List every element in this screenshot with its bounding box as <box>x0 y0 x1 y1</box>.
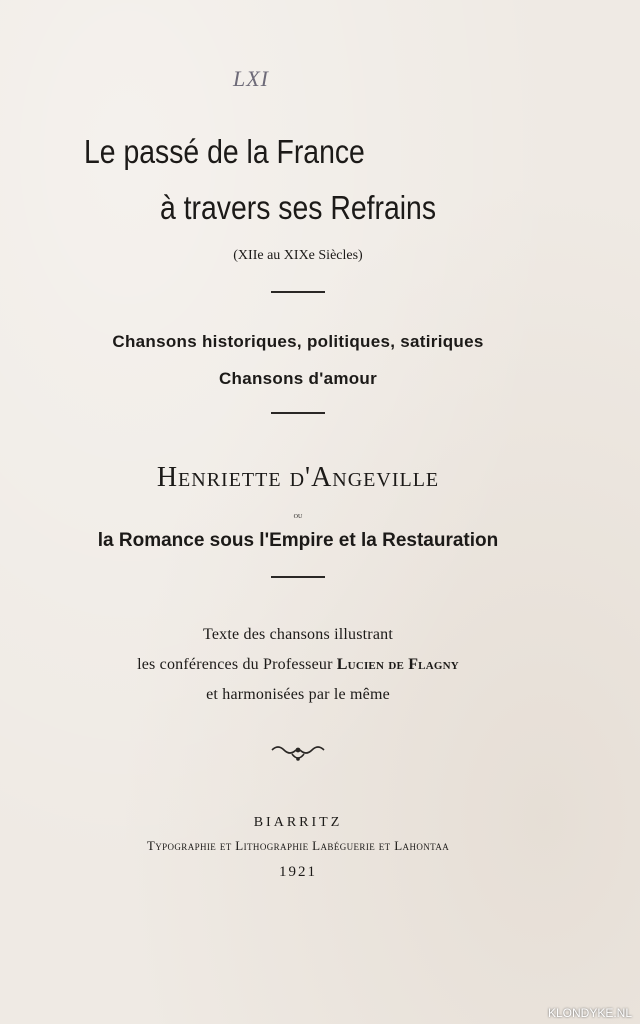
fleuron-ornament-icon <box>0 740 596 769</box>
centuries-range: (XIIe au XIXe Siècles) <box>233 248 363 263</box>
main-title: Henriette d'Angeville <box>156 462 440 493</box>
subtitle: la Romance sous l'Empire et la Restauration <box>97 530 499 551</box>
site-watermark: KLONDYKE.NL <box>547 1006 632 1020</box>
description-line-3: et harmonisées par le même <box>206 686 390 703</box>
description-line-1: Texte des chansons illustrant <box>203 626 393 643</box>
professor-name: Lucien de Flagny <box>336 656 459 673</box>
imprint-printer: Typographie et Lithographie Labéguerie et Lahontaa <box>146 838 450 853</box>
genres-line-1: Chansons historiques, politiques, satiriques <box>112 332 484 351</box>
divider-rule <box>271 291 325 293</box>
genres-line-2: Chansons d'amour <box>218 369 378 388</box>
divider-rule <box>271 576 325 578</box>
title-line-2: à travers ses Refrains <box>160 189 437 226</box>
handwritten-shelfmark: LXI <box>233 66 269 91</box>
description-line-2 <box>0 656 596 674</box>
imprint-city: BIARRITZ <box>253 815 343 830</box>
title-connector: ou <box>293 510 303 520</box>
imprint-year: 1921 <box>279 864 317 880</box>
divider-rule <box>271 412 325 414</box>
title-line-1: Le passé de la France <box>84 133 365 170</box>
description-line-2-prefix: les conférences du Professeur <box>137 656 337 673</box>
